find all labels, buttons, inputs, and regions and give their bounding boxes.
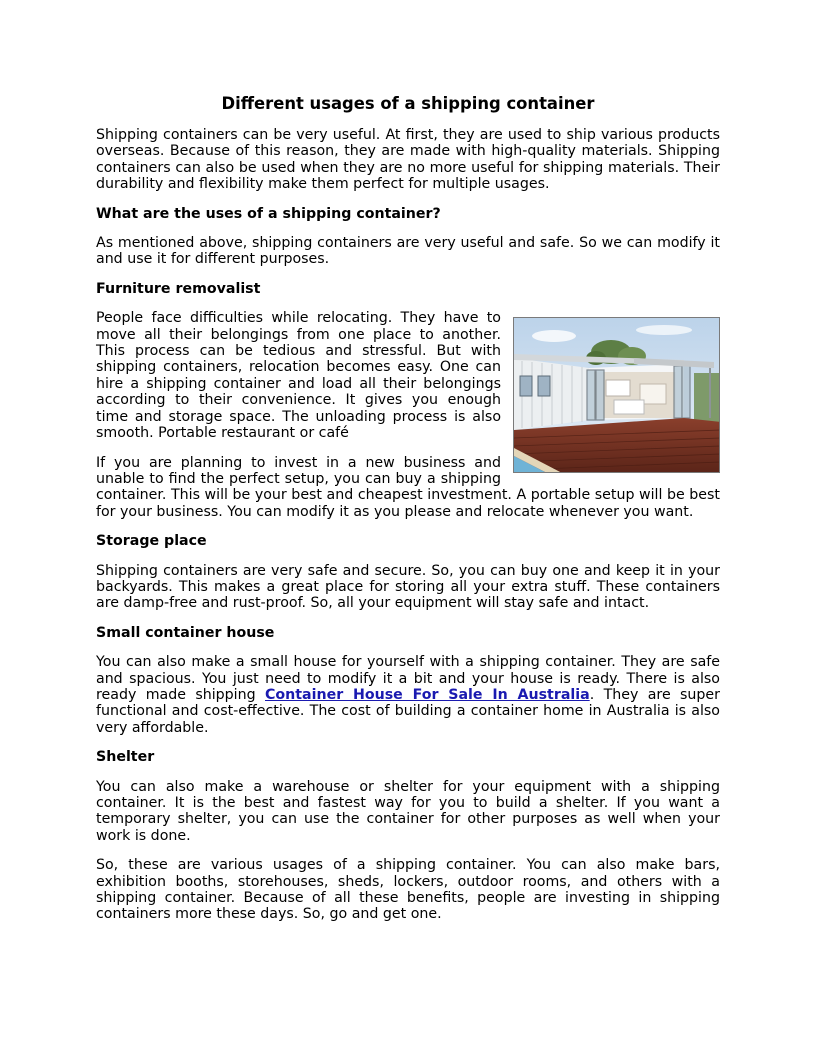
shelter-heading: Shelter xyxy=(96,749,155,766)
container-house-photo xyxy=(513,317,720,473)
storage-paragraph: Shipping containers are very safe and secure. So, you can buy one and keep it in your backyards. This makes a great place for storing all your extra stuff. These containers are damp-free and rust-proof. So, all your equipment will stay safe and intact. xyxy=(96,562,720,612)
house-text-after: . They are super functional and cost-effective. The cost of building a container home in Australia is also very affordable. xyxy=(96,686,720,736)
document-title: Different usages of a shipping container xyxy=(221,94,595,113)
document-page xyxy=(96,94,720,936)
uses-paragraph: As mentioned above, shipping containers are very useful and safe. So we can modify it and use it for different purposes. xyxy=(96,235,720,268)
business-paragraph: If you are planning to invest in a new business and unable to find the perfect setup, you can buy a shipping container. This will be your best and cheapest investment. A portable setup will be best for your business. You can modify it as you please and relocate whenever you want. xyxy=(96,454,720,520)
intro-paragraph: Shipping containers can be very useful. At first, they are used to ship various products overseas. Because of this reason, they are made with high-quality materials. Shipping containers can also be used when they are no more useful for shipping materials. Their durability and flexibility make them perfect for multiple usages. xyxy=(96,127,720,193)
closing-paragraph: So, these are various usages of a shipping container. You can also make bars, exhibition booths, storehouses, sheds, lockers, outdoor rooms, and others with a shipping container. Because of all these benefits, people are investing in shipping containers more these days. So, go and get one. xyxy=(96,857,720,923)
house-text-before: You can also make a small house for yourself with a shipping container. They are safe and spacious. You just need to modify it a bit and your house is ready. There is also ready made shipping xyxy=(96,654,720,703)
furniture-removalist-heading: Furniture removalist xyxy=(96,280,261,297)
container-house-link[interactable]: Container House For Sale In Australia xyxy=(265,686,590,703)
furniture-paragraph: People face difficulties while relocating. They have to move all their belongings from one place to another. This process can be tedious and stressful. But with shipping containers, relocation becomes easy. One can hire a shipping container and load all their belongings according to their convenience. It gives you enough time and storage space. The unloading process is also smooth. Portable restaurant or café xyxy=(96,310,501,442)
shelter-paragraph: You can also make a warehouse or shelter for your equipment with a shipping container. It is the best and fastest way for you to build a shelter. If you want a temporary shelter, you can use the container for other purposes as well when your work is done. xyxy=(96,778,720,844)
storage-heading: Storage place xyxy=(96,533,207,550)
container-house-heading: Small container house xyxy=(96,624,275,641)
container-house-paragraph xyxy=(96,654,720,736)
uses-heading: What are the uses of a shipping container? xyxy=(96,205,441,222)
